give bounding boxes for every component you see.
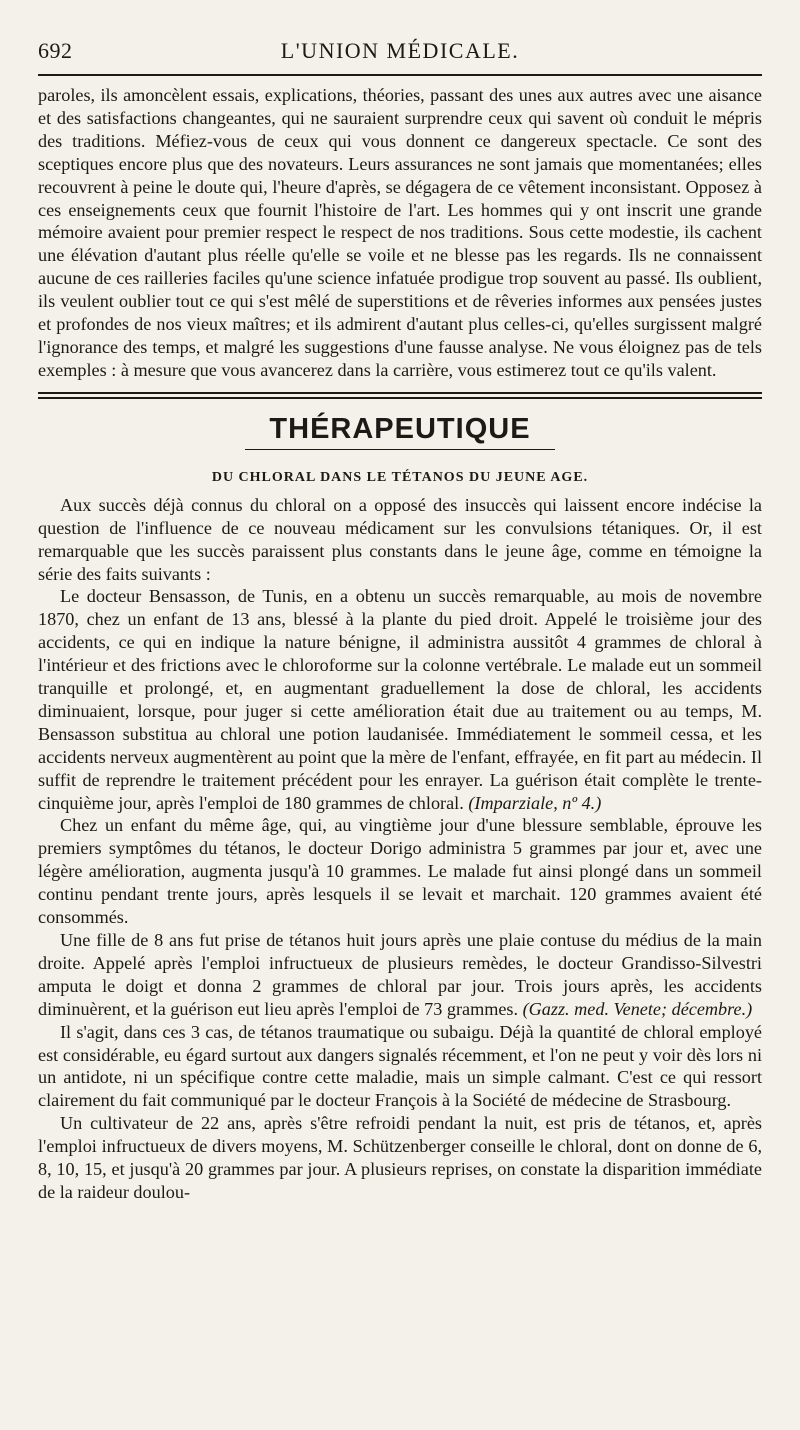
citation-imparziale: (Imparziale, nº 4.) (468, 792, 602, 813)
section-title: THÉRAPEUTIQUE (269, 412, 531, 445)
paragraph-4-text: Une fille de 8 ans fut prise de tétanos huit jours après une plaie contuse du médius de la main droite. Appelé après l'emploi infructueux de plusieurs remèdes, le docteur Grandisso-Silvestri amputa le doigt et donna 2 grammes de chloral par jour. Trois jours après, les accidents diminuèrent, et la guérison eut lieu après l'emploi de 73 grammes. (38, 930, 762, 1019)
article-title (38, 470, 762, 486)
journal-title: L'UNION MÉDICALE. (280, 38, 520, 63)
article-paragraph-4 (38, 929, 762, 1021)
section-separator (38, 392, 762, 399)
continued-paragraph: paroles, ils amoncèlent essais, explications, théories, passant des unes aux autres avec une aisance et des satisfactions changeantes, qui ne sauraient surprendre ceux qui savent où conduit le mépris des traditions. Méfiez-vous de ceux qui vous donnent ce dangereux spectacle. Ce sont des sceptiques encore plus que des novateurs. Leurs assurances ne sont jamais que momentanées; elles recouvrent à peine le doute qui, l'heure d'après, se dégagera de ce vêtement inconsistant. Opposez à ces enseignements ceux que fournit l'histoire de l'art. Les hommes qui y ont inscrit une grande mémoire avaient pour premier respect le respect de nos traditions. Sous cette modestie, ils cachent une élévation d'autant plus réelle qu'elle se voile et ne blesse pas les regards. Ils ne connaissent aucune de ces railleries faciles qu'une science infatuée prodigue trop souvent au passé. Ils oublient, ils veulent oublier tout ce qui s'est mêlé de superstitions et de rêveries informes aux pensées justes et profondes de nos vieux maîtres; et ils admirent d'autant plus celles-ci, qu'elles surgissent malgré l'ignorance des temps, et malgré les suggestions d'une fausse analyse. Ne vous éloignez pas de tels exemples : à mesure que vous avancerez dans la carrière, vous estimerez tout ce qu'ils valent. (38, 85, 762, 380)
page-number: 692 (38, 38, 73, 63)
article-title-text: DU CHLORAL DANS LE TÉTANOS DU JEUNE AGE. (211, 469, 589, 485)
article-paragraph-6: Un cultivateur de 22 ans, après s'être refroidi pendant la nuit, est pris de tétanos, et, après l'emploi infructueux de divers moyens, M. Schützenberger conseille le chloral, dont on donne de 6, 8, 10, 15, et jusqu'à 20 grammes par jour. A plusieurs reprises, on constate la disparition immédiate de la raideur doulou- (38, 1113, 762, 1202)
header-rule (38, 74, 762, 76)
article-paragraph-1: Aux succès déjà connus du chloral on a opposé des insuccès qui laissent encore indécise la question de l'influence de ce nouveau médicament sur les convulsions tétaniques. Or, il est remarquable que les succès paraissent plus constants dans le jeune âge, comme en témoigne la série des faits suivants : (38, 494, 762, 584)
article-paragraph-3: Chez un enfant du même âge, qui, au vingtième jour d'une blessure semblable, éprouve les premiers symptômes du tétanos, le docteur Dorigo administra 5 grammes par jour et, avec une légère amélioration, augmenta jusqu'à 10 grammes. Le malade fut ainsi plongé dans un sommeil continu pendant trente jours, après lesquels il se levait et marchait. 120 grammes avaient été consommés. (38, 815, 762, 928)
section-title-underline (245, 449, 555, 450)
article-paragraph-5: Il s'agit, dans ces 3 cas, de tétanos traumatique ou subaigu. Déjà la quantité de chloral employé est considérable, eu égard surtout aux dangers signalés récemment, et l'on ne peut y voir dès lors ni un antidote, ni un spécifique contre cette maladie, mais un simple calmant. C'est ce qui ressort clairement du fait communiqué par le docteur François à la Société de médecine de Strasbourg. (38, 1021, 762, 1111)
paragraph-2-text: Le docteur Bensasson, de Tunis, en a obtenu un succès remarquable, au mois de novembre 1870, chez un enfant de 13 ans, blessé à la plante du pied droit. Appelé le troisième jour des accidents, ce qui en indique la nature bénigne, il administra aussitôt 4 grammes de chloral à l'intérieur et des frictions avec le chloroforme sur la colonne vertébrale. Le malade eut un sommeil tranquille et prolongé, et, en augmentant graduellement la dose de chloral, les accidents diminuaient, lorsque, pour juger si cette amélioration était due au traitement ou au temps, M. Bensasson substitua au chloral une potion laudanisée. Immédiatement le sommeil cessa, et les accidents nerveux augmentèrent au point que la mère de l'enfant, effrayée, en fit part au médecin. Il suffit de reprendre le traitement précédent pour les enrayer. La guérison était complète le trente-cinquième jour, après l'emploi de 180 grammes de chloral. (38, 586, 762, 813)
running-head (38, 38, 762, 70)
article-paragraph-2 (38, 585, 762, 814)
citation-gazz-med-venete: (Gazz. med. Venete; décembre.) (522, 998, 753, 1019)
